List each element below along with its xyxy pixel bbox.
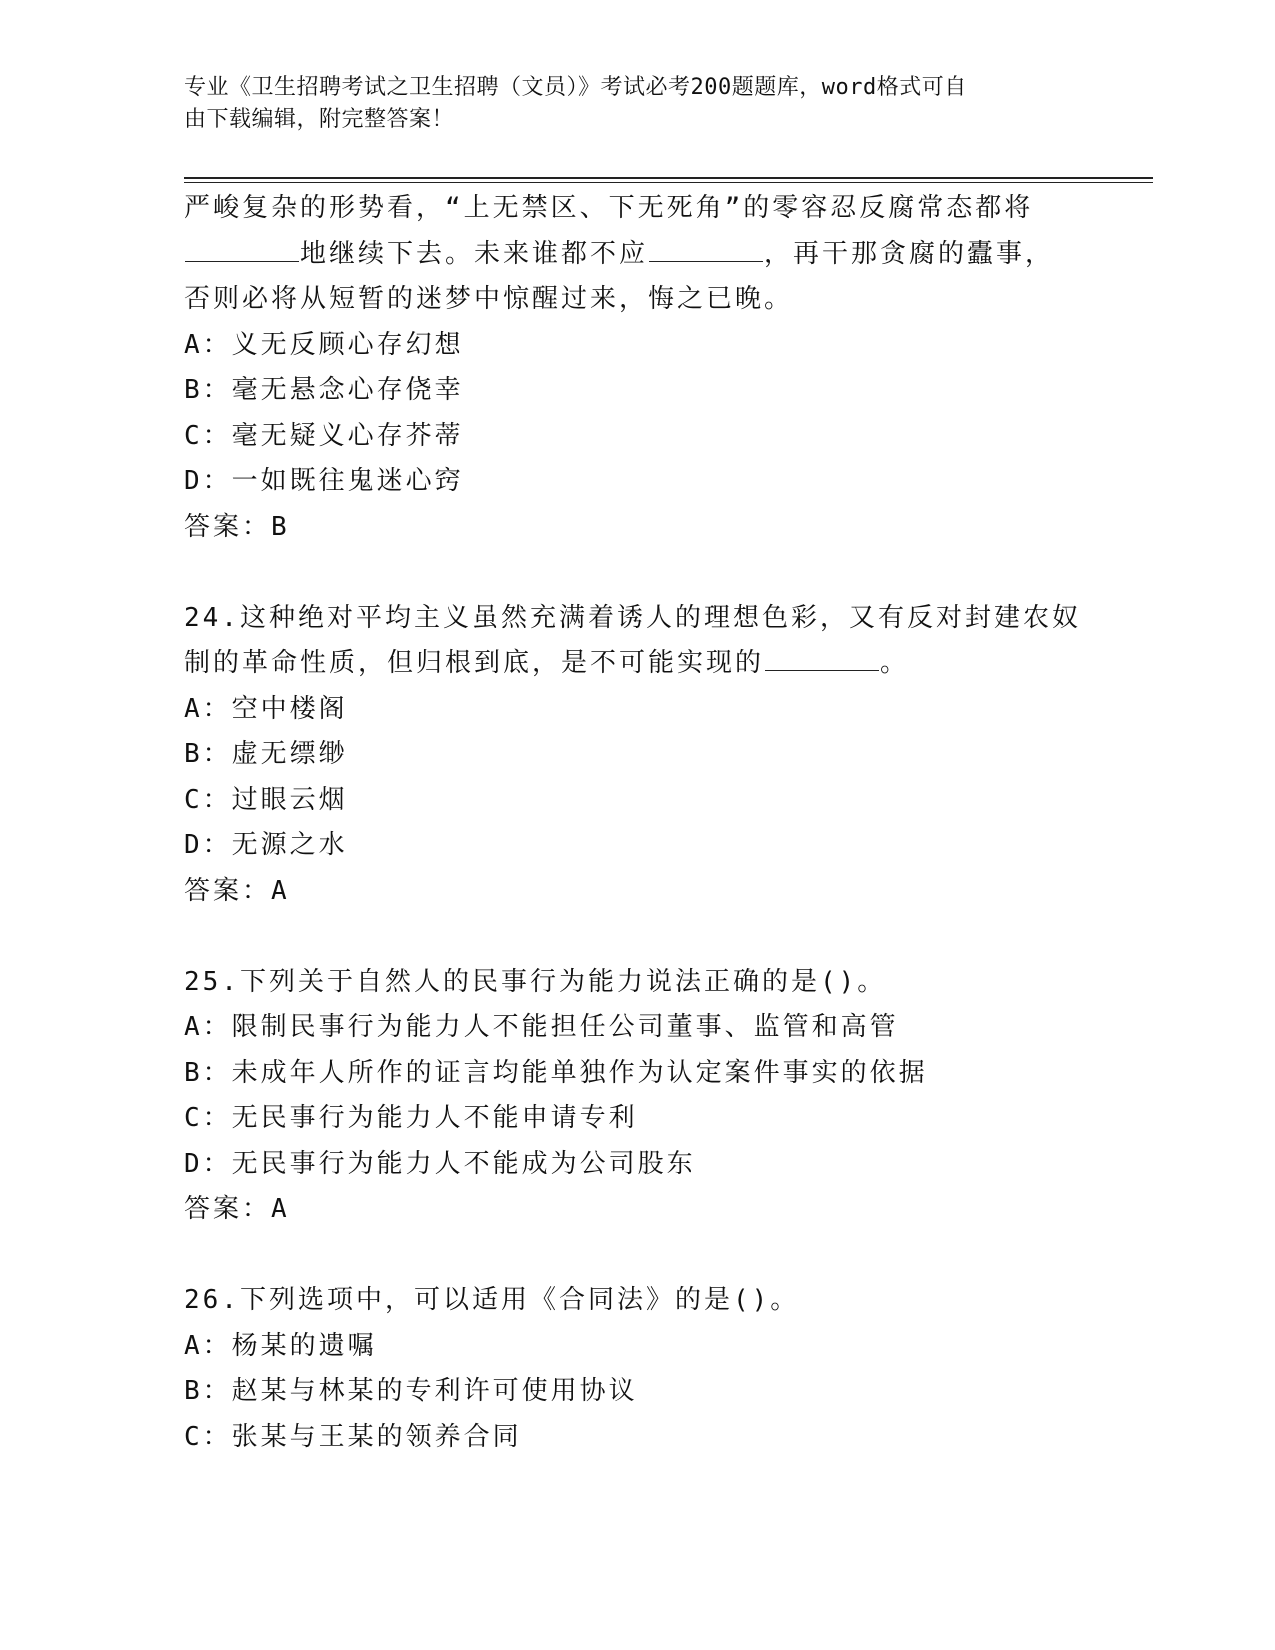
option-c: C：过眼云烟 [184,784,348,815]
header-line-1: 专业《卫生招聘考试之卫生招聘（文员）》考试必考200题题库，word格式可自 [184,75,967,100]
question-text-line: 严峻复杂的形势看，“上无禁区、下无死角”的零容忍反腐常态都将 [184,193,1034,223]
option-b: B：毫无悬念心存侥幸 [184,375,464,405]
question-text-line: 25.下列关于自然人的民事行为能力说法正确的是()。 [184,966,887,997]
option-a: A：杨某的遗嘱 [184,1330,377,1361]
option-a: A：空中楼阁 [184,693,348,724]
spacer [184,914,1084,960]
question-26 [184,1278,1084,1460]
question-23 [184,186,1084,550]
question-25 [184,960,1084,1233]
question-text-line [184,232,1084,278]
spacer [184,550,1084,596]
question-24 [184,596,1084,915]
option-a: A：限制民事行为能力人不能担任公司董事、监管和高管 [184,1012,899,1042]
option-d: D：一如既往鬼迷心窍 [184,466,464,496]
fill-blank [765,644,879,671]
option-c: C：无民事行为能力人不能申请专利 [184,1103,638,1133]
option-b: B：未成年人所作的证言均能单独作为认定案件事实的依据 [184,1057,928,1088]
question-text-line: 24.这种绝对平均主义虽然充满着诱人的理想色彩，又有反对封建农奴 [184,602,1081,633]
fill-blank [185,235,299,262]
question-text-line: 否则必将从短暂的迷梦中惊醒过来，悔之已晚。 [184,284,794,314]
option-d: D：无民事行为能力人不能成为公司股东 [184,1148,696,1179]
question-text-fragment: 地继续下去。未来谁都不应 [300,238,649,269]
header-rule-thick [184,177,1153,179]
option-b: B：虚无缥缈 [184,739,348,769]
option-b: B：赵某与林某的专利许可使用协议 [184,1376,638,1406]
question-list [184,186,1084,1460]
header-line-2: 由下载编辑，附完整答案！ [184,107,455,132]
header-rule-thin [184,182,1153,183]
option-a: A：义无反顾心存幻想 [184,329,464,360]
option-c: C：毫无疑义心存芥蒂 [184,420,464,451]
option-d: D：无源之水 [184,830,348,860]
question-text-fragment: ，再干那贪腐的蠹事， [764,238,1055,269]
answer-line: 答案：A [184,1194,290,1224]
page-header [184,72,1064,136]
spacer [184,1233,1084,1279]
fill-blank [649,235,763,262]
answer-line: 答案：B [184,511,290,542]
question-text-line [184,641,1084,687]
question-text-fragment: 。 [880,648,910,678]
question-text-line: 26.下列选项中，可以适用《合同法》的是()。 [184,1285,800,1315]
answer-line: 答案：A [184,875,290,906]
question-text-fragment: 制的革命性质，但归根到底，是不可能实现的 [184,648,765,678]
option-c: C：张某与王某的领养合同 [184,1421,522,1452]
